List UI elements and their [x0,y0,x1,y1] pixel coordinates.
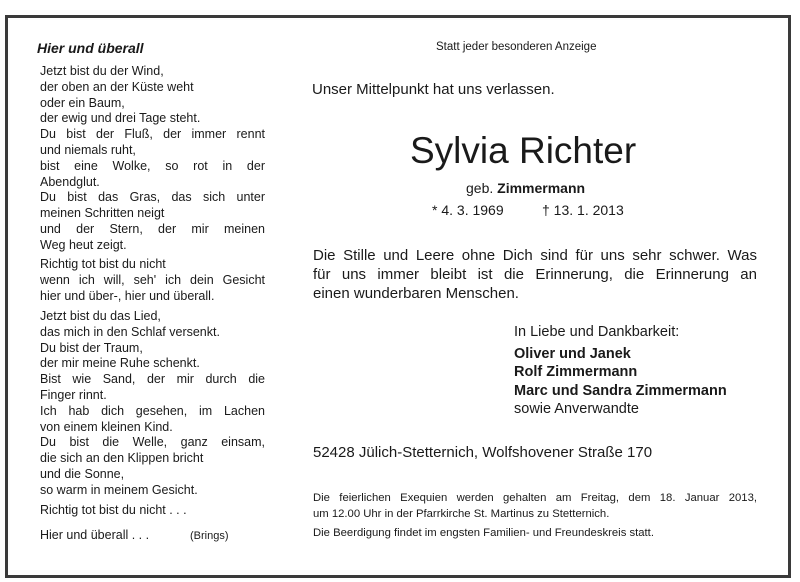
life-dates [432,202,624,218]
poem-line: Bist wie Sand, der mir durch die [40,372,265,387]
born-name: Zimmermann [497,180,586,196]
poem-line: meinen Schritten neigt [40,206,165,221]
birth-date: * 4. 3. 1969 [432,202,504,218]
poem-line: Ich hab dich gesehen, im Lachen [40,403,265,418]
birth-name [466,180,585,196]
poem-line: und niemals ruht, [40,142,136,157]
mourners-others: sowie Anverwandte [514,401,639,417]
mourner-name: Rolf Zimmermann [514,364,638,380]
exequies-text [313,491,757,523]
poem-closing-line: Richtig tot bist du nicht . . . [40,503,187,517]
message-paragraph [313,246,757,303]
mourners-block [514,323,727,419]
poem-line: Weg heut zeigt. [40,237,127,252]
poem-line: und die Sonne, [40,466,125,481]
poem-last-line: Hier und überall . . . [40,528,150,542]
poem-line: Abendglut. [40,174,100,189]
poem-closing [40,503,265,519]
address: 52428 Jülich-Stetternich, Wolfshovener Straße 170 [313,444,653,461]
message-line: für uns immer bleibt ist die Erinnerung, die Erinnerung an [313,266,757,283]
poem-line: so warm in meinem Gesicht. [40,482,198,497]
born-prefix: geb. [466,180,494,196]
burial-note: Die Beerdigung findet im engsten Familien- und Freundeskreis statt. [313,527,654,539]
poem-stanza-3 [40,309,265,499]
poem-signature [40,528,265,545]
exequies-line: Die feierlichen Exequien werden gehalten am Freitag, dem 18. Januar 2013, [313,492,757,504]
poem-stanza-1 [40,64,265,254]
poem-line: bist eine Wolke, so rot in der [40,158,265,173]
poem-line: der oben an der Küste weht [40,79,194,94]
poem-line: die sich an den Klippen bricht [40,451,204,466]
mourners-intro: In Liebe und Dankbarkeit: [514,324,680,340]
lead-sentence: Unser Mittelpunkt hat uns verlassen. [312,81,555,98]
poem-line: Du bist der Traum, [40,340,143,355]
poem-line: Du bist das Gras, das sich unter [40,190,265,205]
poem-line: das mich in den Schlaf versenkt. [40,324,220,339]
message-line: Die Stille und Leere ohne Dich sind für uns sehr schwer. Was [313,247,757,264]
poem-title: Hier und überall [37,40,144,56]
poem-line: Du bist die Welle, ganz einsam, [40,435,265,450]
deceased-name: Sylvia Richter [410,130,637,171]
message-line: einen wunderbaren Menschen. [313,285,519,302]
mourner-name: Marc und Sandra Zimmermann [514,382,727,399]
poem-line: Finger rinnt. [40,387,107,402]
poem-line: und der Stern, der mir meinen [40,221,265,236]
poem-author: (Brings) [190,530,229,542]
poem-line: Jetzt bist du der Wind, [40,64,164,78]
poem-line: der mir meine Ruhe schenkt. [40,356,200,371]
mourner-name: Oliver und Janek [514,345,631,362]
notice-header: Statt jeder besonderen Anzeige [436,41,597,53]
poem-line: Jetzt bist du das Lied, [40,309,161,323]
exequies-line: um 12.00 Uhr in der Pfarrkirche St. Martinus zu Stetternich. [313,507,610,520]
poem-line: oder ein Baum, [40,95,125,110]
poem-line: Du bist der Fluß, der immer rennt [40,127,265,142]
poem-line: der ewig und drei Tage steht. [40,111,201,126]
poem-line: hier und über-, hier und überall. [40,288,215,303]
poem-line: Richtig tot bist du nicht [40,257,166,271]
poem-line: wenn ich will, seh' ich dein Gesicht [40,272,265,287]
poem-line: von einem kleinen Kind. [40,419,173,434]
poem-stanza-2 [40,257,265,304]
death-date: † 13. 1. 2013 [542,202,624,218]
